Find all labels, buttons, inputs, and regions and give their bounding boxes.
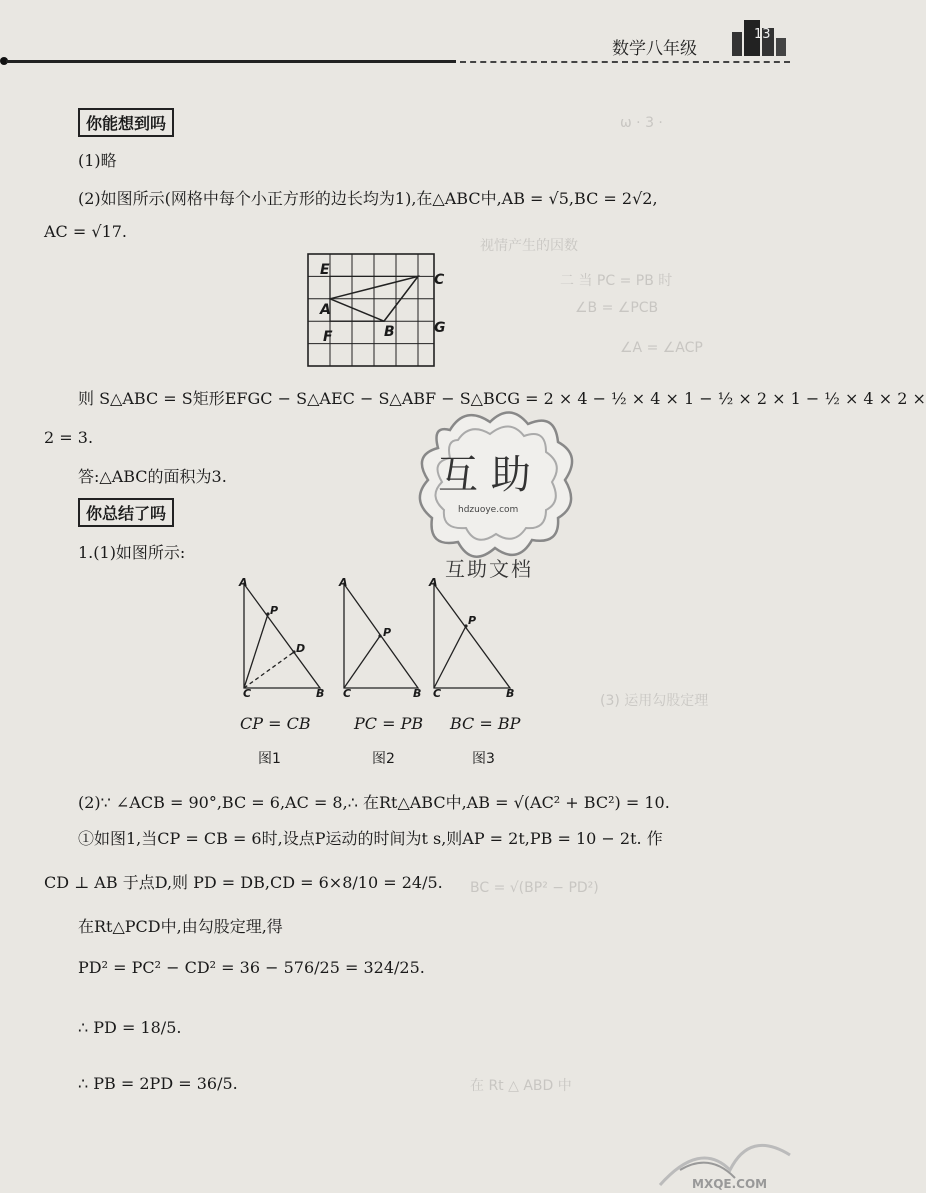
answer-line: 答:△ABC的面积为3. [78, 467, 227, 486]
fig1-label-a: A [239, 576, 248, 589]
triangle-figures [230, 576, 530, 702]
watermark-url: hdzuoye.com [458, 505, 519, 515]
watermark-text: 互 助 [438, 452, 531, 498]
grid-label-a: A [320, 302, 331, 318]
pythagoras-intro: 在Rt△PCD中,由勾股定理,得 [78, 917, 283, 936]
case-1-line-2: CD ⊥ AB 于点D,则 PD = DB,CD = 6×8/10 = 24/5. [44, 873, 443, 892]
grid-label-c: C [434, 272, 445, 288]
corner-logo [640, 1100, 810, 1193]
grid-label-f: F [323, 329, 333, 345]
fig3-relation: BC = BP [450, 714, 521, 733]
section-heading-think: 你能想到吗 [78, 108, 174, 137]
fig3-label-p: P [468, 614, 477, 627]
fig3-label-c: C [433, 687, 442, 700]
fig2-relation: PC = PB [354, 714, 424, 733]
fig2-label-a: A [339, 576, 348, 589]
corner-logo-text: MXQE.COM [692, 1177, 768, 1191]
fig3-label-a: A [429, 576, 438, 589]
grid-label-e: E [320, 262, 330, 278]
header-rule [6, 60, 456, 63]
fig1-label-d: D [296, 642, 306, 655]
part-1-intro: 1.(1)如图所示: [78, 543, 186, 562]
item-2-line-2: AC = √17. [44, 222, 128, 241]
part-2-line-1: (2)∵ ∠ACB = 90°,BC = 6,AC = 8,∴ 在Rt△ABC中,AB = √(AC² + BC²) = 10. [78, 793, 670, 812]
header-title: 数学八年级 [612, 39, 697, 59]
fig1-label-c: C [243, 687, 252, 700]
fig2-label-c: C [343, 687, 352, 700]
pythagoras-equation: PD² = PC² − CD² = 36 − 576/25 = 324/25. [78, 958, 425, 977]
item-1: (1)略 [78, 151, 117, 170]
watermark-label: 互助文档 [445, 557, 533, 581]
area-formula: 则 S△ABC = S矩形EFGC − S△AEC − S△ABF − S△BCG = 2 × 4 − ½ × 4 × 1 − ½ × 2 × 1 − ½ × 4 × 2 × [78, 389, 926, 408]
fig1-label-b: B [316, 687, 325, 700]
case-1-line-1: ①如图1,当CP = CB = 6时,设点P运动的时间为t s,则AP = 2t,PB = 10 − 2t. 作 [78, 829, 663, 848]
page-number-badge [730, 16, 788, 58]
fig2-caption: 图2 [372, 751, 395, 767]
fig1-label-p: P [270, 604, 279, 617]
fig3-label-b: B [506, 687, 515, 700]
page-number: 13 [754, 27, 771, 42]
fig2-label-b: B [413, 687, 422, 700]
grid-label-g: G [434, 320, 446, 336]
fig2-label-p: P [383, 626, 392, 639]
grid-label-b: B [384, 324, 395, 340]
area-result: 2 = 3. [44, 428, 94, 447]
fig1-caption: 图1 [258, 751, 281, 767]
fig1-relation: CP = CB [240, 714, 311, 733]
section-heading-summary: 你总结了吗 [78, 498, 174, 527]
pb-result: ∴ PB = 2PD = 36/5. [78, 1074, 238, 1093]
fig3-caption: 图3 [472, 751, 495, 767]
pd-result: ∴ PD = 18/5. [78, 1018, 182, 1037]
header-dashed-rule [460, 61, 790, 63]
item-2-line-1: (2)如图所示(网格中每个小正方形的边长均为1),在△ABC中,AB = √5,BC = 2√2, [78, 189, 658, 208]
